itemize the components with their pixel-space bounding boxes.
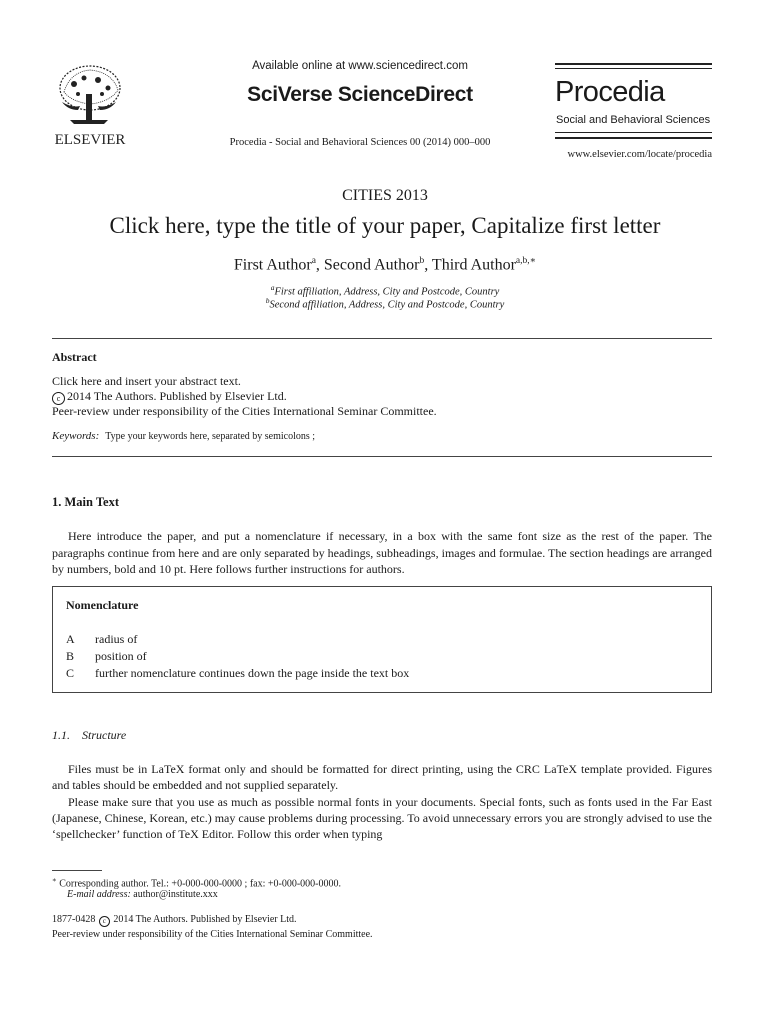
paper-title: Click here, type the title of your paper, Capitalize first letter bbox=[109, 213, 661, 238]
abstract-bottom-rule bbox=[52, 456, 712, 457]
nomenclature-symbol: C bbox=[66, 666, 75, 680]
abstract-top-rule bbox=[52, 338, 712, 339]
nomenclature-title: Nomenclature bbox=[66, 598, 139, 612]
procedia-rule bbox=[555, 63, 712, 65]
elsevier-url[interactable]: www.elsevier.com/locate/procedia bbox=[567, 149, 712, 160]
affiliation bbox=[0, 296, 770, 311]
author-affiliation-mark: a bbox=[311, 256, 316, 266]
procedia-rule bbox=[555, 137, 712, 139]
author-affiliation-mark: b bbox=[419, 256, 425, 266]
author-name: First Author bbox=[233, 256, 312, 274]
author-separator: , bbox=[424, 256, 432, 274]
journal-citation: Procedia - Social and Behavioral Sciences 00 (2014) 000–000 bbox=[229, 137, 491, 148]
affiliation-text: Second affiliation, Address, City and Postcode, Country bbox=[269, 299, 505, 311]
author-name: Second Author bbox=[323, 256, 420, 274]
corresponding-author-footnote bbox=[52, 876, 341, 889]
subsection-title: Structure bbox=[82, 728, 127, 742]
keywords-value: Type your keywords here, separated by semicolons ; bbox=[105, 431, 316, 442]
nomenclature-definition: position of bbox=[95, 649, 147, 663]
author-affiliation-mark: a,b,∗ bbox=[515, 256, 537, 266]
nomenclature-definition: radius of bbox=[95, 632, 138, 646]
subsection-heading bbox=[52, 728, 126, 743]
body-paragraph: Here introduce the paper, and put a nomenclature if necessary, in a box with the same font size as the rest of the paper. The paragraphs continue from here and are only separated by headings, subheadings, images and formulae. The section headings are arranged by numbers, bold and 10 pt. Here follows further instructions for authors. bbox=[52, 529, 712, 576]
author-separator: , bbox=[315, 256, 324, 274]
keywords-label: Keywords: bbox=[52, 430, 100, 442]
affiliation-text: First affiliation, Address, City and Postcode, Country bbox=[274, 286, 500, 298]
issn-line bbox=[52, 914, 296, 927]
elsevier-wordmark: ELSEVIER bbox=[54, 132, 126, 148]
body-paragraph: Files must be in LaTeX format only and should be formatted for direct printing, using the CRC LaTeX template provided. Figures and tables should be embedded and not supplied separately. bbox=[52, 762, 712, 792]
abstract-text: Click here and insert your abstract text. bbox=[52, 374, 241, 388]
abstract-heading: Abstract bbox=[52, 350, 97, 364]
subsection-number: 1.1. bbox=[52, 728, 70, 742]
sciverse-sciencedirect-logo: SciVerse ScienceDirect bbox=[247, 83, 473, 106]
nomenclature-symbol: B bbox=[66, 649, 75, 663]
nomenclature-symbol: A bbox=[66, 632, 75, 646]
author-list bbox=[0, 255, 770, 274]
email-value[interactable]: author@institute.xxx bbox=[133, 889, 218, 900]
available-online-text: Available online at www.sciencedirect.com bbox=[252, 60, 468, 72]
footnote-mark: ∗ bbox=[52, 876, 57, 884]
procedia-rule bbox=[555, 68, 712, 69]
procedia-rule bbox=[555, 132, 712, 133]
author-name: Third Author bbox=[431, 256, 516, 274]
keywords-line bbox=[52, 430, 315, 442]
procedia-logo: Procedia bbox=[555, 76, 665, 108]
procedia-subtitle: Social and Behavioral Sciences bbox=[556, 114, 711, 126]
affiliation-mark: b bbox=[265, 296, 270, 305]
section-heading: 1. Main Text bbox=[52, 495, 120, 509]
affiliation-mark: a bbox=[270, 283, 275, 292]
footnote-text: Corresponding author. Tel.: +0-000-000-0000 ; fax: +0-000-000-0000. bbox=[59, 878, 342, 890]
issn-copyright-text: 2014 The Authors. Published by Elsevier Ltd. bbox=[113, 914, 297, 925]
copyright-icon: c bbox=[99, 916, 110, 927]
email-footnote bbox=[67, 889, 218, 900]
abstract-peer-review: Peer-review under responsibility of the Cities International Seminar Committee. bbox=[52, 404, 437, 418]
copyright-text: 2014 The Authors. Published by Elsevier Ltd. bbox=[67, 389, 287, 403]
issn: 1877-0428 bbox=[52, 914, 96, 925]
email-label: E-mail address: bbox=[67, 889, 131, 900]
nomenclature-definition: further nomenclature continues down the page inside the text box bbox=[95, 666, 410, 680]
peer-review-footnote: Peer-review under responsibility of the Cities International Seminar Committee. bbox=[52, 929, 373, 940]
body-paragraph: Please make sure that you use as much as possible normal fonts in your documents. Special fonts, such as fonts used in the Far East (Japanese, Chinese, Korean, etc.) may cause problems during processing. To avoid unnecessary errors you are strongly advised to use the ‘spellchecker’ function of TeX Editor. Follow this order when typing bbox=[52, 795, 712, 841]
copyright-icon: c bbox=[52, 392, 65, 405]
abstract-copyright-line bbox=[52, 389, 287, 405]
conference-name: CITIES 2013 bbox=[342, 187, 428, 204]
elsevier-logo bbox=[50, 62, 130, 148]
footnote-rule bbox=[52, 870, 102, 871]
